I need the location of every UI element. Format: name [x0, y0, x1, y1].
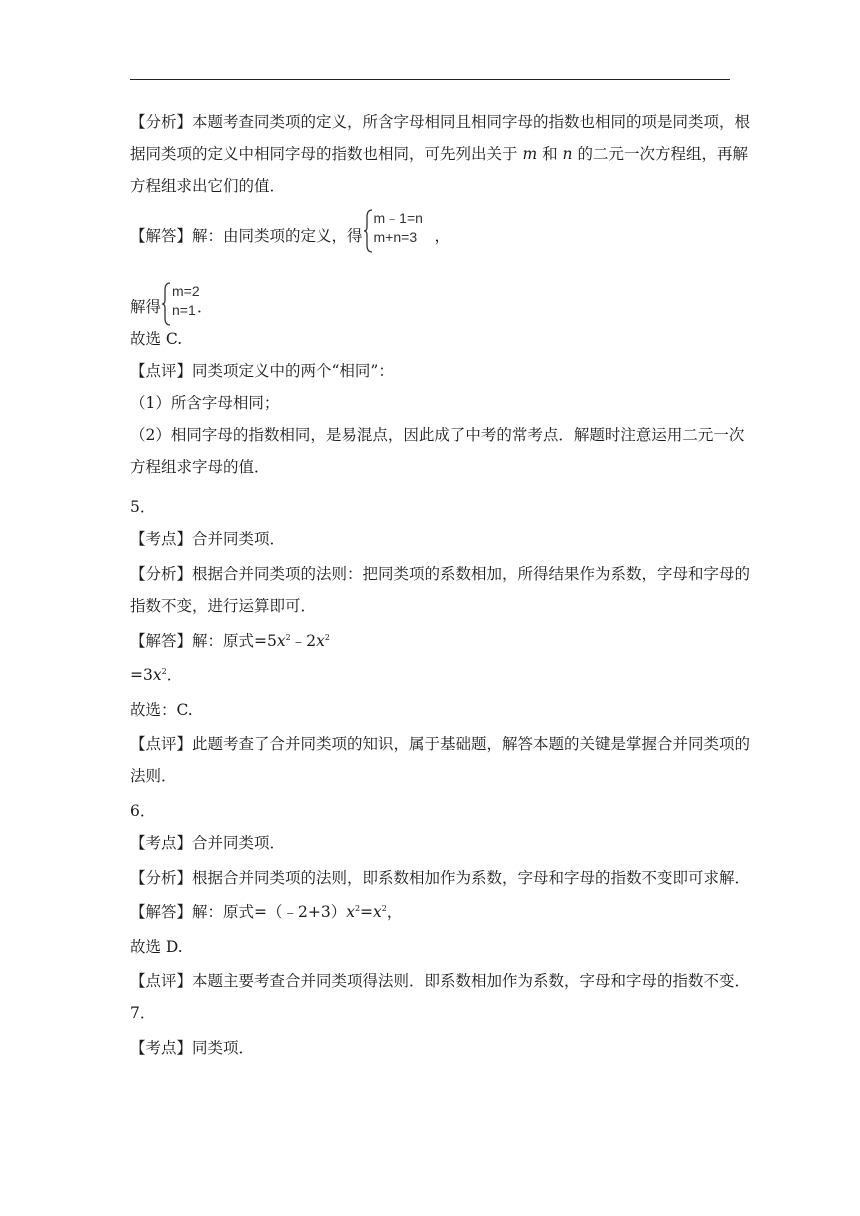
- q7-point: 【考点】同类项．: [130, 1039, 255, 1057]
- analysis-line-2: 据同类项的定义中相同字母的指数也相同，可先列出关于 m 和 n 的二元一次方程组，再解: [130, 145, 748, 163]
- q5-answer: 故选：C.: [130, 701, 193, 719]
- q6-analysis: 【分析】根据合并同类项的法则，即系数相加作为系数，字母和字母的指数不变即可求解．: [130, 869, 751, 887]
- comment-line-2: （1）所含字母相同；: [130, 394, 280, 412]
- brace-icon: [363, 209, 373, 253]
- q5-solution-2: $=3x^2$．: [130, 666, 183, 684]
- question-number-6: 6．: [130, 802, 156, 820]
- header-rule: [130, 79, 730, 80]
- q5-comment-2: 法则．: [130, 767, 177, 785]
- q5-solution-1: 【解答】解：原式$=5x^2﹣2x^2$: [130, 632, 330, 650]
- question-number-7: 7．: [130, 1004, 156, 1022]
- q5-point: 【考点】合并同类项．: [130, 530, 286, 548]
- solution-line-2: 解得 m=2 n=1 ．: [130, 286, 740, 330]
- answer-line: 故选 C.: [130, 330, 183, 348]
- q6-comment: 【点评】本题主要考查合并同类项得法则．即系数相加作为系数，字母和字母的指数不变．: [130, 972, 751, 990]
- q5-analysis-1: 【分析】根据合并同类项的法则：把同类项的系数相加，所得结果作为系数，字母和字母的: [130, 565, 751, 583]
- comment-line-3: （2）相同字母的指数相同，是易混点，因此成了中考的常考点．解题时注意运用二元一次: [130, 426, 745, 444]
- solution-line-1: 【解答】解：由同类项的定义，得 m﹣1=n m+n=3 ，: [130, 215, 740, 259]
- brace-icon: [161, 282, 171, 326]
- comment-line-1: 【点评】同类项定义中的两个“相同”：: [130, 362, 394, 380]
- q6-answer: 故选 D.: [130, 938, 183, 956]
- equation-system-1: m﹣1=n m+n=3: [363, 209, 435, 253]
- q5-analysis-2: 指数不变，进行运算即可．: [130, 597, 317, 615]
- equation-system-2: m=2 n=1: [161, 282, 197, 326]
- analysis-line-1: 【分析】本题考查同类项的定义，所含字母相同且相同字母的指数也相同的项是同类项，根: [130, 113, 751, 131]
- q5-comment-1: 【点评】此题考查了合并同类项的知识，属于基础题，解答本题的关键是掌握合并同类项的: [130, 735, 751, 753]
- analysis-line-3: 方程组求出它们的值．: [130, 177, 286, 195]
- q6-point: 【考点】合并同类项．: [130, 834, 286, 852]
- question-number-5: 5．: [130, 498, 156, 516]
- comment-line-4: 方程组求字母的值．: [130, 458, 270, 476]
- q6-solution: 【解答】解：原式$=(﹣2+3)x^2=x^2$，: [130, 903, 403, 921]
